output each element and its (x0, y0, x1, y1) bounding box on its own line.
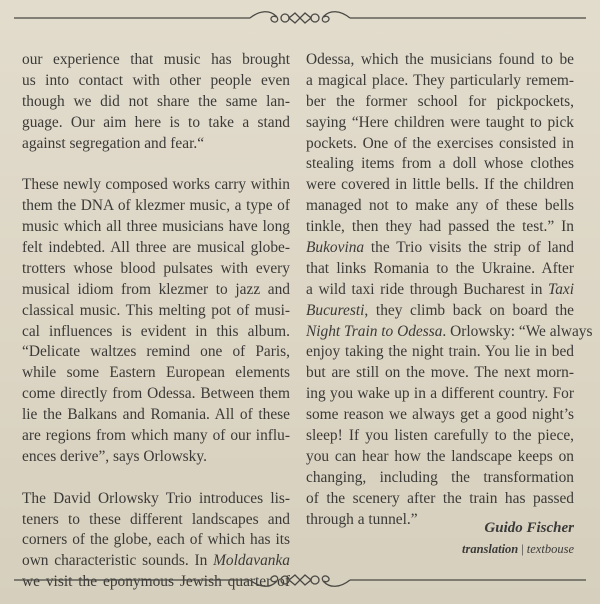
text-line: some reason we always get a good night’s (306, 406, 574, 424)
italic-title-moldavanka: Moldavanka (213, 552, 290, 570)
text-line: pockets. One of the exercises consisted in (306, 134, 574, 152)
italic-title-bukovina: Bukovina (306, 239, 365, 257)
text-line: corners of the globe, each of which has its (22, 531, 290, 549)
text-line: managed not to make any of these bells (306, 197, 574, 215)
text-line: guage. Our aim here is to take a stand (22, 113, 290, 131)
text-line: musical idiom from klezmer to jazz and (22, 280, 290, 298)
text-line: These newly composed works carry within (22, 176, 290, 194)
text-line: were covered in little bells. If the children (306, 176, 574, 194)
text-line: though we did not share the same lan- (22, 92, 290, 110)
top-ornament-divider (14, 6, 586, 28)
text-line: against segregation and fear.“ (22, 134, 205, 152)
text-line: music which all three musicians have long (22, 218, 290, 236)
left-column (22, 50, 290, 593)
bottom-ornament-divider (14, 572, 586, 594)
italic-title-night-train: Night Train to Odessa (306, 322, 443, 340)
text-line: The David Orlowsky Trio introduces lis- (22, 489, 290, 507)
text-line: ber the former school for pickpockets, (306, 92, 574, 110)
italic-title-bucuresti: Bucuresti (306, 301, 365, 319)
text-line: saying “Here children were taught to pick (306, 113, 574, 131)
text-line: us into contact with other people even (22, 71, 290, 89)
text-line: own characteristic sounds. In Moldavanka (22, 552, 290, 570)
text-line: our experience that music has brought (22, 51, 290, 68)
text-line: are regions from which many of our influ- (22, 427, 290, 445)
text-line: Bucuresti, they climb back on board the (306, 301, 574, 319)
right-column (306, 50, 593, 530)
text-line: of the scenery after the train has passed (306, 489, 574, 507)
text-line: Night Train to Odessa. Orlowsky: “We always (306, 322, 593, 340)
italic-title-taxi: Taxi (548, 280, 574, 298)
text-line: while some Eastern European elements (22, 364, 290, 382)
text-line: enjoy taking the night train. You lie in bed (306, 343, 574, 361)
text-line: that links Romania to the Ukraine. After (306, 259, 574, 277)
text-line: sleep! If you listen carefully to the piece, (306, 427, 574, 445)
credit-name: textbouse (526, 542, 574, 556)
text-line: you can hear how the landscape keeps on (306, 447, 574, 465)
text-line: them the DNA of klezmer music, a type of (22, 197, 290, 215)
text-line: through a tunnel.” (306, 510, 418, 528)
text-line: stealing items from a doll whose clothes (306, 155, 574, 173)
text-line: but are still on the move. The next morn- (306, 364, 574, 382)
translation-credit (306, 542, 574, 557)
credit-separator: | (521, 542, 524, 556)
author-signature: Guido Fischer (484, 520, 574, 536)
text-line: felt indebted. All three are musical globe- (22, 239, 290, 257)
text-line: Odessa, which the musicians found to be (306, 51, 574, 68)
credit-label: translation (461, 542, 519, 556)
text-line: trotters whose blood pulsates with every (22, 259, 290, 277)
text-line: lie the Balkans and Romania. All of these (22, 406, 290, 424)
text-line: “Delicate waltzes remind one of Paris, (22, 343, 290, 361)
text-line: cal influences is evident in this album. (22, 322, 290, 340)
text-line: teners to these different landscapes and (22, 510, 290, 528)
text-line: come directly from Odessa. Between them (22, 385, 290, 403)
text-line: a magical place. They particularly remem- (306, 71, 574, 89)
text-line: tinkle, then they had passed the test.” In (306, 218, 574, 236)
text-line: ences derive”, says Orlowsky. (22, 447, 207, 465)
text-line: classical music. This melting pot of musi- (22, 301, 290, 319)
text-line: changing, including the transformation (306, 468, 574, 486)
text-line: a wild taxi ride through Bucharest in Taxi (306, 280, 574, 298)
text-line: Bukovina the Trio visits the strip of land (306, 239, 574, 257)
text-line: ing you wake up in a different country. For (306, 385, 574, 403)
text-line: we visit the eponymous Jewish quarter of (22, 573, 290, 591)
